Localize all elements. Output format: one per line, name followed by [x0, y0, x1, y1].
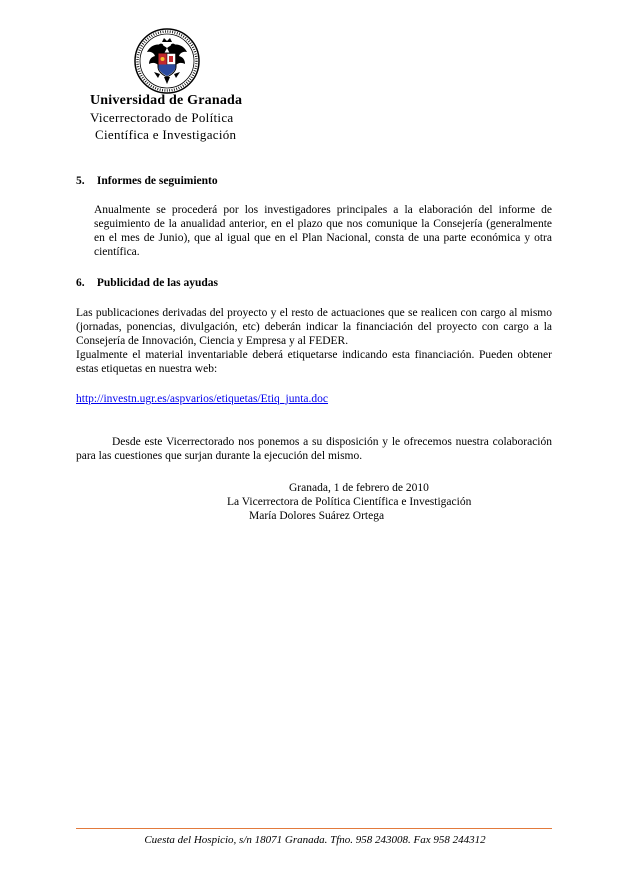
- section-5-body: Anualmente se procederá por los investigadores principales a la elaboración del informe de seguimiento de la anualidad anterior, en el plazo que nos comunique la Consejería (generalmente en el mes de Junio), que al igual que en el Plan Nacional, consta de una parte económica y otra científica.: [94, 204, 552, 258]
- university-seal-logo: [134, 28, 200, 94]
- signature-role: La Vicerrectora de Política Científica e Investigación: [227, 496, 472, 508]
- university-name: Universidad de Granada: [90, 93, 243, 108]
- section-5-title: Informes de seguimiento: [96, 175, 218, 187]
- signature-place-date: Granada, 1 de febrero de 2010: [289, 482, 429, 494]
- section-6-number: 6.: [76, 277, 85, 289]
- closing-paragraph: Desde este Vicerrectorado nos ponemos a su disposición y le ofrecemos nuestra colaboración para las cuestiones que surjan durante la ejecución del mismo.: [76, 436, 552, 462]
- vicerrectorado-line-2: Científica e Investigación: [95, 127, 237, 142]
- signature-name: María Dolores Suárez Ortega: [249, 510, 385, 522]
- section-5-number: 5.: [76, 175, 85, 187]
- etiquetas-download-link[interactable]: http://investn.ugr.es/aspvarios/etiquetas/Etiq_junta.doc: [76, 393, 329, 405]
- section-6-heading: [76, 277, 218, 289]
- section-6-title: Publicidad de las ayudas: [96, 277, 218, 289]
- section-6-body-2: Igualmente el material inventariable deberá etiquetarse indicando esta financiación. Pueden obtener estas etiquetas en nuestra web:: [76, 349, 552, 375]
- vicerrectorado-line-1: Vicerrectorado de Política: [90, 110, 234, 125]
- section-5-heading: [76, 175, 218, 187]
- footer-address: Cuesta del Hospicio, s/n 18071 Granada. Tfno. 958 243008. Fax 958 244312: [144, 834, 486, 846]
- section-6-body-1: Las publicaciones derivadas del proyecto y el resto de actuaciones que se realicen con cargo al mismo (jornadas, ponencias, divulgación, etc) deberán indicar la financiación del proyecto con cargo a la Consejería de Innovación, Ciencia y Empresa y al FEDER.: [76, 307, 552, 347]
- footer-divider: [76, 828, 552, 829]
